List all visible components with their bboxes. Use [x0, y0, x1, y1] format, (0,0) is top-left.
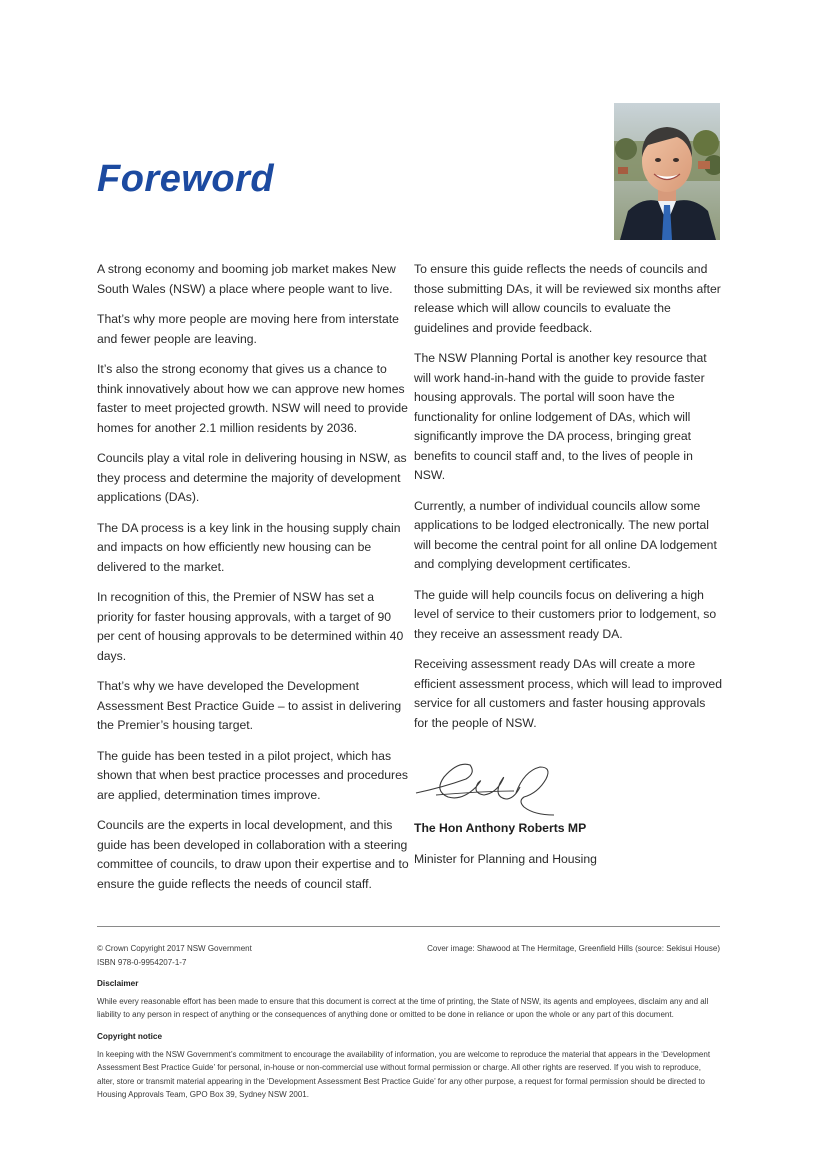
footer	[97, 942, 720, 1102]
body-paragraph: The guide has been tested in a pilot project, which has shown that when best practice processes and procedures are applied, determination times improve.	[97, 748, 408, 802]
copyright-block	[97, 942, 252, 969]
signatory-role: Minister for Planning and Housing	[414, 851, 597, 866]
body-paragraph: It’s also the strong economy that gives us a chance to think innovatively about how we can approve new homes faster to meet projected growth. NSW will need to provide homes for another 2.1 million residents by 2036.	[97, 362, 408, 435]
copyright-line: © Crown Copyright 2017 NSW Government	[97, 944, 252, 953]
footer-divider	[97, 926, 720, 927]
page-title: Foreword	[97, 158, 275, 200]
body-paragraph: A strong economy and booming job market makes New South Wales (NSW) a place where people want to live.	[97, 262, 396, 296]
body-paragraph: Councils play a vital role in delivering housing in NSW, as they process and determine the majority of development applications (DAs).	[97, 451, 407, 504]
body-paragraph: In recognition of this, the Premier of NSW has set a priority for faster housing approvals, with a target of 90 per cent of housing approvals to be determined within 40 days.	[97, 590, 404, 663]
cover-image-credit: Cover image: Shawood at The Hermitage, Greenfield Hills (source: Sekisui House)	[427, 944, 720, 953]
body-paragraph: Councils are the experts in local development, and this guide has been developed in collaboration with a steering committee of councils, to draw upon their expertise and to ensure the guide reflects the needs of council staff.	[97, 818, 409, 891]
portrait-image	[614, 103, 720, 240]
right-column	[414, 260, 722, 880]
disclaimer-heading: Disclaimer	[97, 979, 139, 989]
disclaimer-text: While every reasonable effort has been made to ensure that this document is correct at the time of printing, the State of NSW, its agents and employees, disclaim any and all liability to any person in respect of anything or the consequences of anything done or omitted to be done in reliance or upon the whole or any part of this document.	[97, 996, 709, 1020]
copyright-notice-heading: Copyright notice	[97, 1031, 163, 1041]
minister-portrait	[614, 103, 720, 240]
body-paragraph: Currently, a number of individual councils allow some applications to be lodged electronically. The new portal will become the central point for all online DA lodgement and complying development certificates.	[414, 498, 717, 571]
signatory-name: The Hon Anthony Roberts MP	[414, 821, 587, 835]
footer-top-row	[97, 942, 720, 969]
body-paragraph: The DA process is a key link in the housing supply chain and impacts on how efficiently new housing can be delivered to the market.	[97, 520, 401, 574]
body-paragraph: To ensure this guide reflects the needs of councils and those submitting DAs, it will be reviewed six months after release which will allow councils to evaluate the guidelines and provide feedback.	[414, 262, 721, 335]
copyright-notice-text: In keeping with the NSW Government’s commitment to encourage the availability of information, you are welcome to reproduce the material that appears in the ‘Development Assessment Best Practice Guide’ for personal, in-house or non-commercial use without formal permission or charge. All other rights are reserved. If you wish to reproduce, alter, store or transmit material appearing in the ‘Development Assessment Best Practice Guide’ for any other purpose, a request for formal permission should be directed to Housing Approvals Team, GPO Box 39, Sydney NSW 2001.	[97, 1049, 711, 1100]
body-paragraph: Receiving assessment ready DAs will create a more efficient assessment process, which will lead to improved service for all customers and faster housing approvals for the people of NSW.	[414, 657, 722, 730]
handwritten-signature	[414, 757, 564, 819]
body-paragraph: That’s why we have developed the Development Assessment Best Practice Guide – to assist in delivering the Premier’s housing target.	[97, 679, 402, 732]
body-paragraph: The NSW Planning Portal is another key resource that will work hand-in-hand with the guide to provide faster housing approvals. The portal will soon have the functionality for online lodgement of DAs, which will significantly improve the DA process, bringing great benefits to council staff and, to the lives of people in NSW.	[414, 351, 707, 482]
body-paragraph: That’s why more people are moving here from interstate and fewer people are leaving.	[97, 312, 399, 346]
body-paragraph: The guide will help councils focus on delivering a high level of service to their customers prior to lodgement, so they receive an assessment ready DA.	[414, 587, 717, 641]
left-column	[97, 260, 409, 905]
isbn-line: ISBN 978-0-9954207-1-7	[97, 957, 187, 967]
